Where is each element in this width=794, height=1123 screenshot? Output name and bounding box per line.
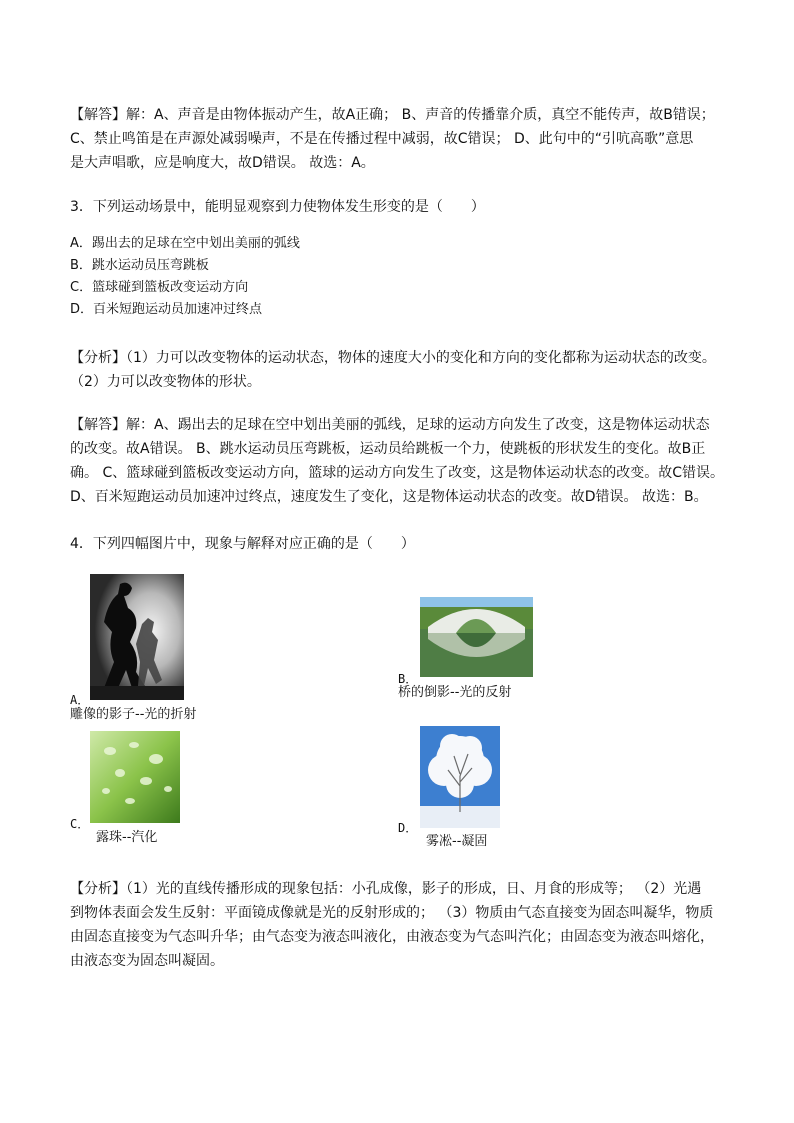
figure-b-caption: 桥的倒影--光的反射 <box>398 685 512 700</box>
text-line: 到物体表面会发生反射：平面镜成像就是光的反射形成的； （3）物质由气态直接变为固态叫凝华，物质 <box>70 905 714 921</box>
option-b: B．跳水运动员压弯跳板 <box>70 258 209 273</box>
text-line: 的改变。故A错误。 B、跳水运动员压弯跳板，运动员给跳板一个力，使跳板的形状发生的变化。故B正 <box>70 441 706 457</box>
rime-tree-photo <box>420 726 500 828</box>
bridge-reflection-photo <box>420 597 533 677</box>
question-4-stem <box>70 532 730 556</box>
text-line: 【分析】（1）光的直线传播形成的现象包括：小孔成像，影子的形成，日、月食的形成等； （2）光遇 <box>70 881 702 897</box>
question-text: 3．下列运动场景中，能明显观察到力使物体发生形变的是（ ） <box>70 199 485 215</box>
question-text: 4．下列四幅图片中，现象与解释对应正确的是（ ） <box>70 536 415 552</box>
figure-c-caption: 露珠--汽化 <box>96 830 158 845</box>
dewdrops-photo <box>90 731 180 823</box>
text-line: 由液态变为固态叫凝固。 <box>70 953 224 969</box>
statue-shadow-photo <box>90 574 184 700</box>
option-c: C．篮球碰到篮板改变运动方向 <box>70 280 249 295</box>
analysis-q3 <box>70 346 730 394</box>
figure-d-caption: 雾凇--凝固 <box>426 834 488 849</box>
question-3-stem <box>70 195 730 219</box>
figure-a-caption: 雕像的影子--光的折射 <box>70 707 197 722</box>
text-line: 【解答】解：A、声音是由物体振动产生，故A正确； B、声音的传播靠介质，真空不能传声，故B错误； <box>70 107 715 123</box>
option-a: A．踢出去的足球在空中划出美丽的弧线 <box>70 236 300 251</box>
figure-b-letter: B． <box>398 672 418 686</box>
text-line: 是大声唱歌，应是响度大，故D错误。 故选：A。 <box>70 155 375 171</box>
analysis-q4 <box>70 877 730 973</box>
text-line: 由固态直接变为气态叫升华；由气态变为液态叫液化，由液态变为气态叫汽化；由固态变为液态叫熔化， <box>70 929 714 945</box>
figure-a-letter: A． <box>70 693 90 707</box>
text-line: 【解答】解：A、踢出去的足球在空中划出美丽的弧线，足球的运动方向发生了改变，这是物体运动状态 <box>70 417 710 433</box>
option-d: D．百米短跑运动员加速冲过终点 <box>70 302 263 317</box>
figure-c-letter: C． <box>70 817 90 831</box>
text-line: D、百米短跑运动员加速冲过终点，速度发生了变化，这是物体运动状态的改变。故D错误。 故选：B。 <box>70 489 708 505</box>
answer-q2 <box>70 103 730 175</box>
text-line: C、禁止鸣笛是在声源处减弱噪声，不是在传播过程中减弱，故C错误； D、此句中的“引吭高歌”意思 <box>70 131 694 147</box>
text-line: （2）力可以改变物体的形状。 <box>70 374 261 390</box>
figure-d-letter: D． <box>398 821 418 835</box>
text-line: 确。 C、篮球碰到篮板改变运动方向，篮球的运动方向发生了改变，这是物体运动状态的改变。故C错误。 <box>70 465 724 481</box>
text-line: 【分析】（1）力可以改变物体的运动状态，物体的速度大小的变化和方向的变化都称为运动状态的改变。 <box>70 350 716 366</box>
answer-q3 <box>70 413 730 509</box>
